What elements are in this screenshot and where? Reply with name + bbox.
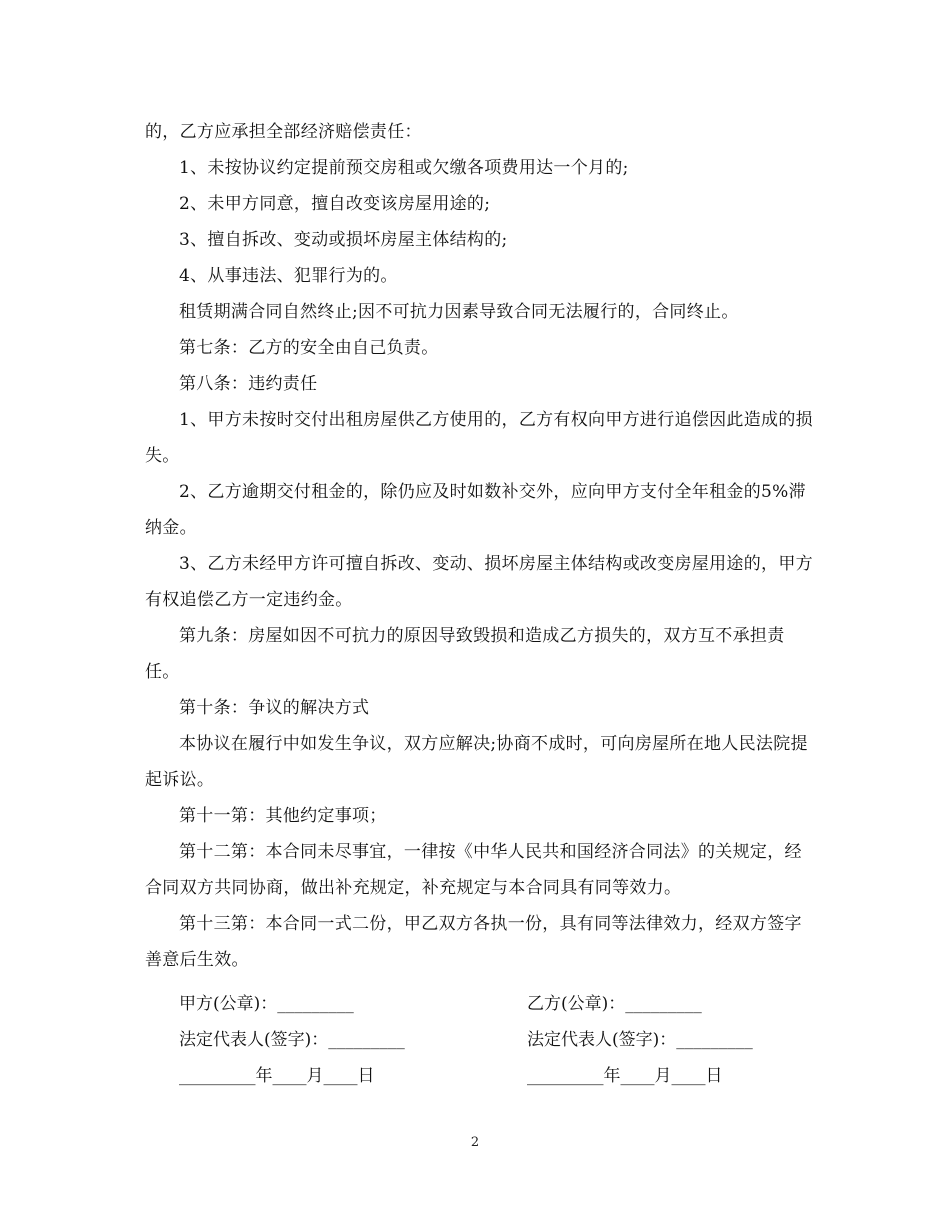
breach-item-2: 2、未甲方同意，擅自改变该房屋用途的; xyxy=(179,194,491,214)
party-a-date-line: _________年____月____日 xyxy=(179,1066,375,1086)
party-b-seal-line: 乙方(公章)：_________ xyxy=(527,994,702,1014)
article-12: 第十二第：本合同未尽事宜，一律按《中华人民共和国经济合同法》的关规定，经合同双方共同协商，做出补充规定，补充规定与本合同具有同等效力。 xyxy=(145,842,802,898)
page-number: 2 xyxy=(470,1135,480,1150)
article-7: 第七条：乙方的安全由自己负责。 xyxy=(179,338,439,358)
date-row xyxy=(179,1058,819,1094)
party-a-representative-line: 法定代表人(签字)：_________ xyxy=(179,1030,405,1050)
party-b-date-line: _________年____月____日 xyxy=(527,1066,723,1086)
liability-item-1: 1、甲方未按时交付出租房屋供乙方使用的，乙方有权向甲方进行追偿因此造成的损失。 xyxy=(145,410,813,466)
dispute-resolution-paragraph: 本协议在履行中如发生争议，双方应解决;协商不成时，可向房屋所在地人民法院提起诉讼。 xyxy=(145,734,808,790)
article-9: 第九条：房屋如因不可抗力的原因导致毁损和造成乙方损失的，双方互不承担责任。 xyxy=(145,626,785,682)
liability-item-3: 3、乙方未经甲方许可擅自拆改、变动、损坏房屋主体结构或改变房屋用途的，甲方有权追偿乙方一定违约金。 xyxy=(145,554,813,610)
party-b-representative-line: 法定代表人(签字)：_________ xyxy=(527,1030,753,1050)
termination-paragraph: 租赁期满合同自然终止;因不可抗力因素导致合同无法履行的，合同终止。 xyxy=(179,302,739,322)
party-a-seal-line: 甲方(公章)：_________ xyxy=(179,994,354,1014)
breach-item-4: 4、从事违法、犯罪行为的。 xyxy=(179,266,398,286)
breach-item-3: 3、擅自拆改、变动或损坏房屋主体结构的; xyxy=(179,230,508,250)
article-8-heading: 第八条：违约责任 xyxy=(179,374,318,394)
clause-continuation: 的，乙方应承担全部经济赔偿责任： xyxy=(145,122,422,142)
contract-body xyxy=(145,114,817,978)
article-13: 第十三第：本合同一式二份，甲乙双方各执一份，具有同等法律效力，经双方签字善意后生效。 xyxy=(145,914,802,970)
liability-item-2: 2、乙方逾期交付租金的，除仍应及时如数补交外，应向甲方支付全年租金的5%滞纳金。 xyxy=(145,482,806,538)
representative-row xyxy=(179,1022,819,1058)
signature-block xyxy=(179,986,819,1094)
article-10-heading: 第十条：争议的解决方式 xyxy=(179,698,370,718)
seal-row xyxy=(179,986,819,1022)
breach-item-1: 1、未按协议约定提前预交房租或欠缴各项费用达一个月的; xyxy=(179,158,629,178)
article-11: 第十一第：其他约定事项； xyxy=(179,806,387,826)
